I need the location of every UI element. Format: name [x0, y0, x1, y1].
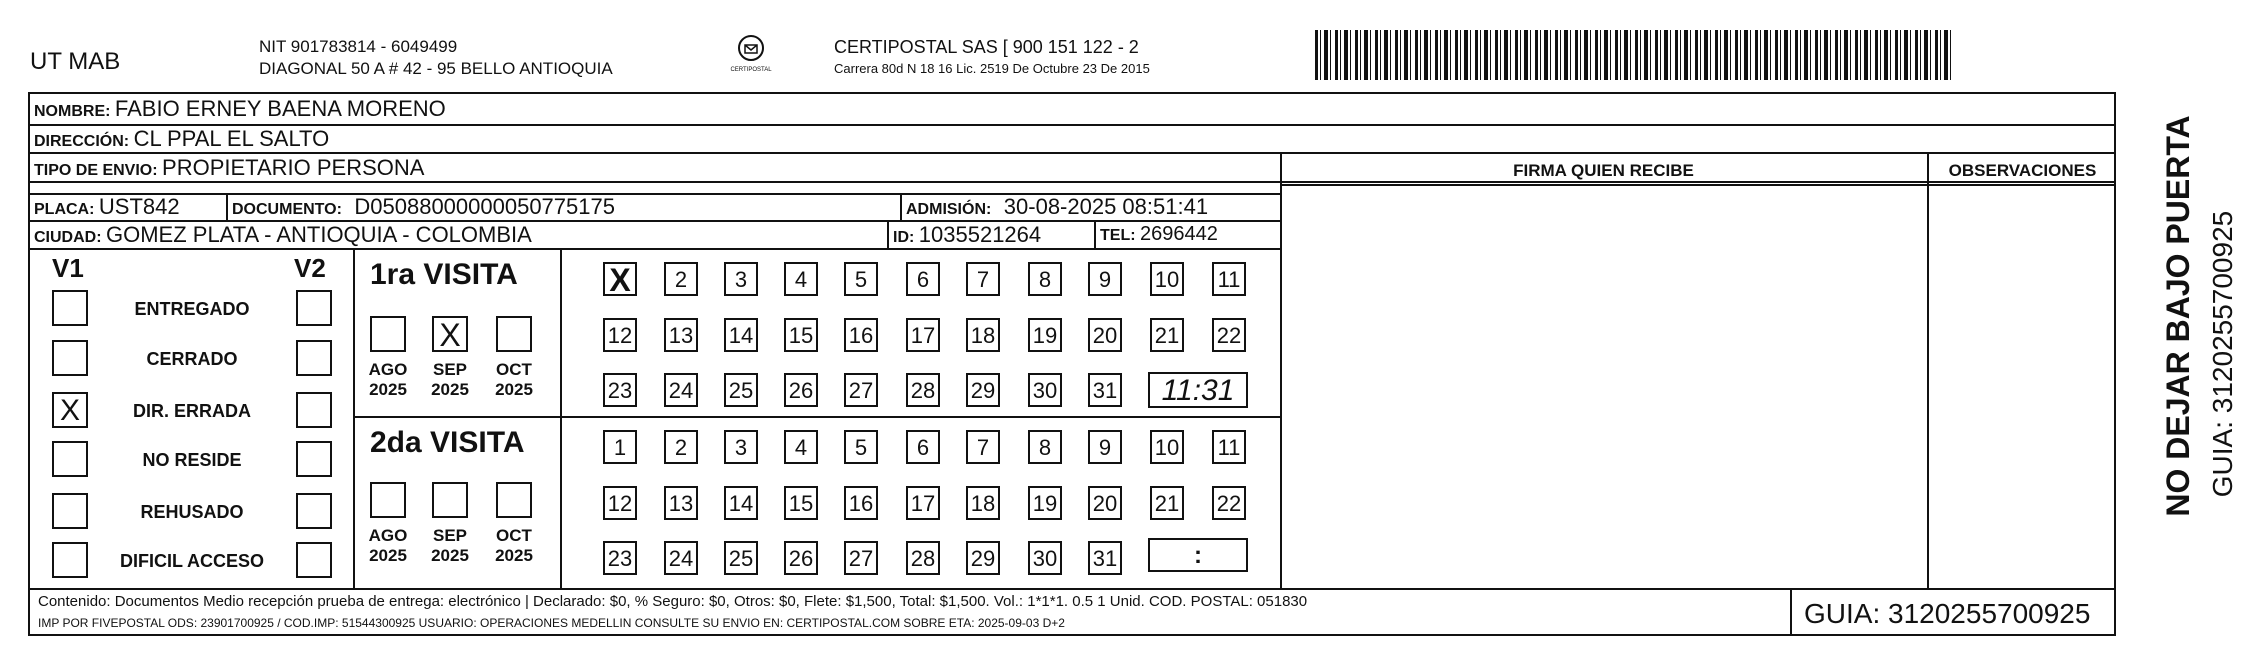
observaciones-header: OBSERVACIONES	[1948, 161, 2097, 180]
first-visit-day-5[interactable]: 5	[844, 262, 878, 296]
first-visit-day-15[interactable]: 15	[784, 318, 818, 352]
placa-label: PLACA:	[34, 201, 95, 218]
second-visit-day-4[interactable]: 4	[784, 430, 818, 464]
month-name: OCT	[496, 526, 532, 545]
id-row	[893, 224, 1041, 246]
carrier-license: Carrera 80d N 18 16 Lic. 2519 De Octubre 23 De 2015	[834, 61, 1150, 76]
first-visit-day-16[interactable]: 16	[844, 318, 878, 352]
second-visit-day-7[interactable]: 7	[966, 430, 1000, 464]
v2-checkbox[interactable]	[296, 340, 332, 376]
second-visit-day-12[interactable]: 12	[603, 486, 637, 520]
second-visit-day-15[interactable]: 15	[784, 486, 818, 520]
first-visit-day-13[interactable]: 13	[664, 318, 698, 352]
status-option-label: ENTREGADO	[134, 299, 250, 319]
first-visit-day-17[interactable]: 17	[906, 318, 940, 352]
first-visit-day-14[interactable]: 14	[724, 318, 758, 352]
month-label	[362, 526, 414, 565]
warning-text: NO DEJAR BAJO PUERTA	[2160, 115, 2196, 517]
second-visit-day-21[interactable]: 21	[1150, 486, 1184, 520]
second-visit-time[interactable]: :	[1148, 538, 1248, 572]
status-option-label: NO RESIDE	[142, 450, 242, 470]
admision-row	[906, 196, 1208, 218]
v2-checkbox[interactable]	[296, 392, 332, 428]
month-checkbox[interactable]	[496, 482, 532, 518]
first-visit-day-19[interactable]: 19	[1028, 318, 1062, 352]
second-visit-day-20[interactable]: 20	[1088, 486, 1122, 520]
second-visit-day-3[interactable]: 3	[724, 430, 758, 464]
status-option-label: REHUSADO	[140, 502, 244, 522]
month-label	[488, 360, 540, 399]
month-name: SEP	[432, 526, 468, 545]
tel-value: 2696442	[1140, 223, 1218, 245]
tel-label: TEL:	[1100, 227, 1136, 244]
month-year: 2025	[495, 545, 533, 565]
direccion-label: DIRECCIÓN:	[34, 133, 130, 150]
first-visit-day-27[interactable]: 27	[844, 373, 878, 407]
tipo-envio-label: TIPO DE ENVIO:	[34, 162, 158, 179]
ciudad-label: CIUDAD:	[34, 229, 102, 246]
first-visit-day-22[interactable]: 22	[1212, 318, 1246, 352]
v2-header: V2	[294, 253, 326, 283]
first-visit-day-30[interactable]: 30	[1028, 373, 1062, 407]
v2-checkbox[interactable]	[296, 542, 332, 578]
second-visit-day-6[interactable]: 6	[906, 430, 940, 464]
second-visit-day-13[interactable]: 13	[664, 486, 698, 520]
first-visit-day-12[interactable]: 12	[603, 318, 637, 352]
first-visit-day-11[interactable]: 11	[1212, 262, 1246, 296]
documento-value: D05088000000050775175	[354, 194, 615, 219]
second-visit-day-17[interactable]: 17	[906, 486, 940, 520]
id-label: ID:	[893, 229, 915, 246]
v1-checkbox[interactable]	[52, 542, 88, 578]
admision-label: ADMISIÓN:	[906, 201, 992, 218]
first-visit-day-18[interactable]: 18	[966, 318, 1000, 352]
company-address: DIAGONAL 50 A # 42 - 95 BELLO ANTIOQUIA	[259, 59, 613, 78]
v1-checkbox[interactable]	[52, 493, 88, 529]
first-visit-day-6[interactable]: 6	[906, 262, 940, 296]
first-visit-day-24[interactable]: 24	[664, 373, 698, 407]
second-visit-day-30[interactable]: 30	[1028, 541, 1062, 575]
first-visit-day-29[interactable]: 29	[966, 373, 1000, 407]
second-visit-day-14[interactable]: 14	[724, 486, 758, 520]
first-visit-day-1[interactable]: X	[603, 262, 637, 296]
month-year: 2025	[369, 379, 407, 399]
v1-checkbox[interactable]	[52, 441, 88, 477]
placa-row	[34, 196, 180, 218]
status-option-label: DIR. ERRADA	[132, 401, 251, 421]
status-option-label: DIFICIL ACCESO	[119, 551, 264, 571]
second-visit-day-27[interactable]: 27	[844, 541, 878, 575]
footer-guia: GUIA: 3120255700925	[1804, 598, 2091, 629]
id-value: 1035521264	[918, 222, 1042, 247]
first-visit-day-25[interactable]: 25	[724, 373, 758, 407]
month-label	[424, 526, 476, 565]
first-visit-day-20[interactable]: 20	[1088, 318, 1122, 352]
first-visit-day-21[interactable]: 21	[1150, 318, 1184, 352]
tipo-envio-row	[34, 157, 424, 179]
first-visit-day-4[interactable]: 4	[784, 262, 818, 296]
first-visit-day-2[interactable]: 2	[664, 262, 698, 296]
second-visit-day-5[interactable]: 5	[844, 430, 878, 464]
second-visit-day-29[interactable]: 29	[966, 541, 1000, 575]
second-visit-day-1[interactable]: 1	[603, 430, 637, 464]
second-visit-day-19[interactable]: 19	[1028, 486, 1062, 520]
second-visit-day-24[interactable]: 24	[664, 541, 698, 575]
month-checkbox[interactable]	[432, 482, 468, 518]
ciudad-row	[34, 224, 532, 246]
month-name: SEP	[432, 360, 468, 379]
documento-label: DOCUMENTO:	[232, 201, 342, 218]
month-label	[488, 526, 540, 565]
tel-row	[1100, 224, 1218, 244]
month-checkbox[interactable]	[370, 316, 406, 352]
month-label	[424, 360, 476, 399]
second-visit-day-23[interactable]: 23	[603, 541, 637, 575]
footer-contenido: Contenido: Documentos Medio recepción prueba de entrega: electrónico | Declarado: $0, % Seguro: $0, Otros: $0, Flete: $1,500, Total: $1,500. Vol.: 1*1*1. 0.5 1 Unid. COD. POSTAL: 051830	[38, 593, 1308, 610]
v1-checkbox[interactable]: X	[52, 392, 88, 428]
second-visit-day-16[interactable]: 16	[844, 486, 878, 520]
nombre-row	[34, 98, 446, 120]
admision-value: 30-08-2025 08:51:41	[1003, 194, 1209, 219]
first-visit-day-9[interactable]: 9	[1088, 262, 1122, 296]
first-visit-title: 1ra VISITA	[370, 258, 518, 291]
first-visit-day-28[interactable]: 28	[906, 373, 940, 407]
second-visit-day-31[interactable]: 31	[1088, 541, 1122, 575]
second-visit-day-11[interactable]: 11	[1212, 430, 1246, 464]
second-visit-title: 2da VISITA	[370, 426, 525, 459]
carrier-name: CERTIPOSTAL SAS [ 900 151 122 - 2	[834, 37, 1139, 57]
first-visit-day-26[interactable]: 26	[784, 373, 818, 407]
month-checkbox[interactable]	[370, 482, 406, 518]
month-year: 2025	[431, 545, 469, 565]
second-visit-day-2[interactable]: 2	[664, 430, 698, 464]
company-name: UT MAB	[30, 48, 121, 75]
v1-checkbox[interactable]	[52, 340, 88, 376]
first-visit-day-3[interactable]: 3	[724, 262, 758, 296]
logo-text: CERTIPOSTAL	[730, 67, 772, 73]
month-label	[362, 360, 414, 399]
direccion-value: CL PPAL EL SALTO	[133, 126, 330, 151]
first-visit-day-7[interactable]: 7	[966, 262, 1000, 296]
second-visit-day-26[interactable]: 26	[784, 541, 818, 575]
month-year: 2025	[495, 379, 533, 399]
company-nit: NIT 901783814 - 6049499	[259, 37, 458, 56]
footer-imp: IMP POR FIVEPOSTAL ODS: 23901700925 / COD.IMP: 51544300925 USUARIO: OPERACIONES MEDELLIN CONSULTE SU ENVIO EN: CERTIPOSTAL.COM SOBRE ETA: 2025-09-03 D+2	[38, 616, 1065, 630]
envelope-circle-icon	[737, 34, 765, 62]
v2-checkbox[interactable]	[296, 290, 332, 326]
first-visit-day-8[interactable]: 8	[1028, 262, 1062, 296]
tipo-envio-value: PROPIETARIO PERSONA	[162, 155, 425, 180]
month-year: 2025	[369, 545, 407, 565]
status-option-label: CERRADO	[146, 349, 238, 369]
v2-checkbox[interactable]	[296, 493, 332, 529]
month-checkbox[interactable]	[496, 316, 532, 352]
month-year: 2025	[431, 379, 469, 399]
second-visit-day-22[interactable]: 22	[1212, 486, 1246, 520]
second-visit-day-25[interactable]: 25	[724, 541, 758, 575]
second-visit-day-10[interactable]: 10	[1150, 430, 1184, 464]
vertical-guia: GUIA: 3120255700925	[2207, 210, 2238, 498]
month-name: OCT	[496, 360, 532, 379]
certipostal-logo	[730, 34, 772, 73]
month-name: AGO	[368, 526, 408, 545]
placa-value: UST842	[98, 194, 180, 219]
v2-checkbox[interactable]	[296, 441, 332, 477]
barcode	[1315, 30, 1951, 80]
v1-checkbox[interactable]	[52, 290, 88, 326]
second-visit-day-9[interactable]: 9	[1088, 430, 1122, 464]
first-visit-time[interactable]: 11:31	[1148, 372, 1248, 408]
firma-header: FIRMA QUIEN RECIBE	[1513, 161, 1694, 180]
direccion-row	[34, 128, 329, 150]
second-visit-day-18[interactable]: 18	[966, 486, 1000, 520]
month-checkbox[interactable]: X	[432, 316, 468, 352]
first-visit-day-31[interactable]: 31	[1088, 373, 1122, 407]
side-labels	[2150, 78, 2238, 564]
documento-row	[232, 196, 615, 218]
month-name: AGO	[368, 360, 408, 379]
nombre-label: NOMBRE:	[34, 103, 111, 120]
second-visit-day-8[interactable]: 8	[1028, 430, 1062, 464]
ciudad-value: GOMEZ PLATA - ANTIOQUIA - COLOMBIA	[106, 222, 532, 247]
v1-header: V1	[52, 253, 84, 283]
first-visit-day-23[interactable]: 23	[603, 373, 637, 407]
nombre-value: FABIO ERNEY BAENA MORENO	[114, 96, 446, 121]
first-visit-day-10[interactable]: 10	[1150, 262, 1184, 296]
second-visit-day-28[interactable]: 28	[906, 541, 940, 575]
